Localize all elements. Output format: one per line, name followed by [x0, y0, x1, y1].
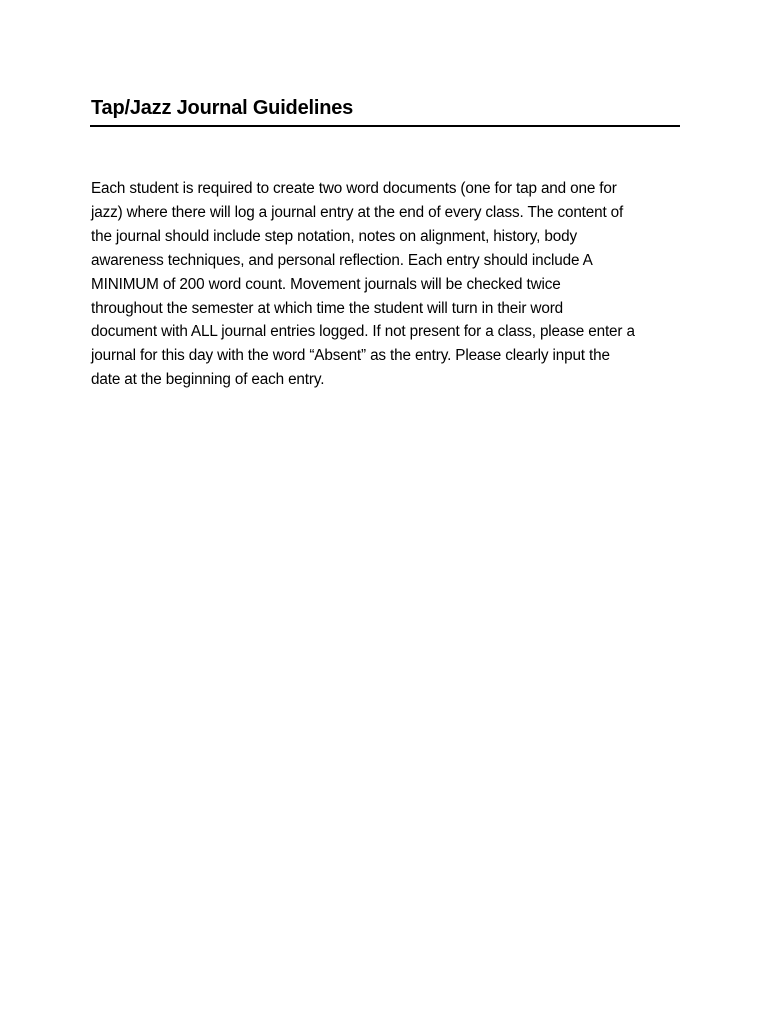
title-underline-rule: [90, 125, 680, 127]
paragraph-line: journal for this day with the word “Absent” as the entry. Please clearly input the: [91, 347, 610, 365]
guidelines-paragraph: [91, 177, 691, 392]
paragraph-line: MINIMUM of 200 word count. Movement journals will be checked twice: [91, 275, 561, 293]
paragraph-line: the journal should include step notation, notes on alignment, history, body: [91, 227, 577, 245]
paragraph-line: throughout the semester at which time the student will turn in their word: [91, 299, 563, 317]
paragraph-line: Each student is required to create two word documents (one for tap and one for: [91, 180, 617, 197]
paragraph-line: jazz) where there will log a journal entry at the end of every class. The content of: [91, 203, 624, 221]
paragraph-line: date at the beginning of each entry.: [91, 371, 325, 389]
paragraph-line: document with ALL journal entries logged. If not present for a class, please enter a: [91, 323, 635, 341]
paragraph-line: awareness techniques, and personal reflection. Each entry should include A: [91, 251, 593, 269]
document-title: Tap/Jazz Journal Guidelines: [91, 97, 354, 119]
